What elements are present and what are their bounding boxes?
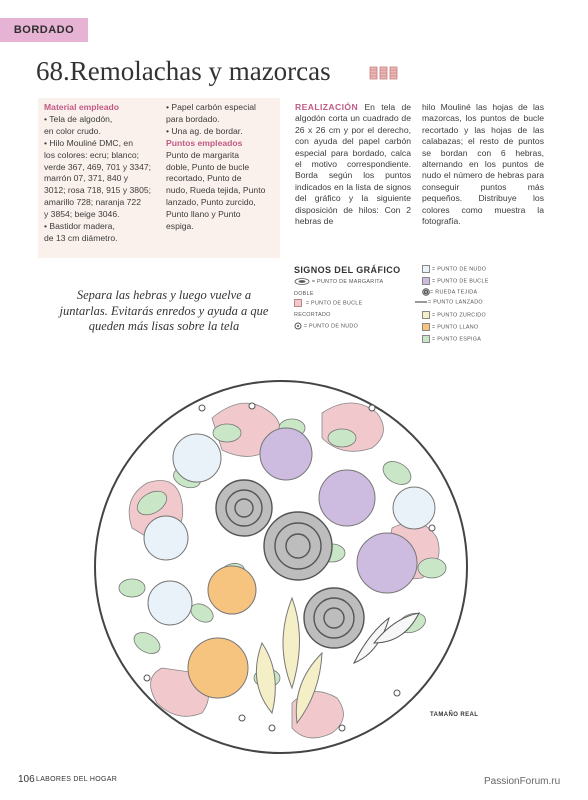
materials-line: de 13 cm diámetro. bbox=[44, 232, 118, 243]
legend-item-fishbone bbox=[422, 335, 481, 343]
legend-label: = PUNTO ZURCIDO bbox=[432, 312, 486, 319]
legend-item-satin bbox=[422, 323, 479, 331]
materials-column bbox=[44, 102, 162, 245]
legend-label: = PUNTO DE BUCLE bbox=[305, 300, 363, 307]
stitches-line: lanzado, Punto zurcido, bbox=[166, 197, 256, 208]
materials-line: 3012; rosa 718, 915 y 3805; bbox=[44, 185, 152, 196]
materials-line: amarillo 728; naranja 722 bbox=[44, 197, 141, 208]
materials-box bbox=[38, 98, 280, 258]
materials-line: y 3854; beige 3046. bbox=[44, 209, 120, 220]
legend-item-daisy bbox=[294, 278, 383, 285]
materials-line: • Hilo Mouliné DMC, en bbox=[44, 137, 133, 148]
cream-swatch-icon bbox=[422, 311, 430, 319]
legend-label: = PUNTO DE NUDO bbox=[432, 266, 487, 273]
legend-item-straight bbox=[414, 299, 483, 305]
real-size-label: TAMAÑO REAL bbox=[430, 712, 479, 718]
materials-line: verde 367, 469, 701 y 3347; bbox=[44, 161, 152, 172]
embroidery-pattern bbox=[92, 378, 470, 756]
legend-label: = RUEDA TEJIDA bbox=[430, 289, 478, 296]
stitches-line: espiga. bbox=[166, 221, 194, 232]
legend-title: SIGNOS DEL GRÁFICO bbox=[294, 265, 401, 275]
blue-swatch-icon bbox=[422, 265, 430, 273]
materials-line: • Bastidor madera, bbox=[44, 221, 115, 232]
pink-swatch-icon bbox=[294, 299, 302, 307]
materials-line: • Papel carbón especial bbox=[166, 102, 256, 112]
woven-wheel-icon bbox=[422, 288, 430, 296]
page-number: 106 bbox=[18, 774, 35, 785]
legend-label-cont: DOBLE bbox=[294, 291, 314, 297]
legend-label: = PUNTO ESPIGA bbox=[432, 336, 482, 343]
green-swatch-icon bbox=[422, 335, 430, 343]
legend-item-knot-blue bbox=[422, 265, 486, 273]
purple-swatch-icon bbox=[422, 277, 430, 285]
legend-item-wheel bbox=[422, 288, 477, 296]
daisy-stitch-icon bbox=[294, 278, 310, 285]
materials-line: • Tela de algodón, bbox=[44, 113, 113, 124]
stitches-line: Punto de margarita bbox=[166, 149, 240, 160]
section-tag: BORDADO bbox=[0, 18, 88, 42]
materials-line: para bordado. bbox=[166, 113, 220, 124]
stitches-line: nudo, Rueda tejida, Punto bbox=[166, 185, 266, 196]
legend-item-knot bbox=[294, 322, 358, 330]
legend-label: = PUNTO DE MARGARITA bbox=[311, 278, 384, 285]
instructions-column-2: hilo Mouliné las hojas de las mazorcas, los puntos de bucle recortado y las hojas de las calabazas; el resto de puntos se bordan con 6 hebras, alternando en los puntos de nudo el número de hebras para conseguir puntos más pequeños. Distribuye los colores como muestra la fotografía. bbox=[422, 102, 544, 227]
legend-item-loop bbox=[294, 299, 363, 307]
publication-name: LABORES DEL HOGAR bbox=[36, 776, 118, 783]
materials-line: en color crudo. bbox=[44, 125, 101, 136]
watermark: PassionForum.ru bbox=[484, 776, 561, 787]
knot-stitch-icon bbox=[294, 322, 302, 330]
legend-item-darning bbox=[422, 311, 486, 319]
materials-line: marrón 07, 371, 840 y bbox=[44, 173, 129, 184]
page-title: 68.Remolachas y mazorcas bbox=[36, 56, 331, 86]
tip-quote: Separa las hebras y luego vuelve a juntarlas. Evitarás enredos y ayuda a que queden más lisas sobre la tela bbox=[59, 288, 269, 333]
thread-spools-icon bbox=[369, 66, 399, 80]
stitches-line: recortado, Punto de bbox=[166, 173, 242, 184]
stitches-heading: Puntos empleados bbox=[166, 137, 243, 148]
stitches-column bbox=[166, 102, 278, 233]
stitches-line: Punto llano y Punto bbox=[166, 209, 241, 220]
materials-line: los colores: ecru; blanco; bbox=[44, 149, 140, 160]
legend-label: = PUNTO LANZADO bbox=[428, 299, 483, 306]
instructions-heading: REALIZACIÓN bbox=[295, 102, 359, 112]
legend-label: = PUNTO LLANO bbox=[432, 324, 479, 331]
stitches-line: doble, Punto de bucle bbox=[166, 161, 250, 172]
materials-line: • Una ag. de bordar. bbox=[166, 125, 243, 136]
instructions-text: En tela de algodón corta un cuadrado de 26 x 26 cm y por el derecho, con ayuda del papel carbón especial para bordado, calca el motivo correspondiente. Borda según los puntos indicados en la lista de signos del gráfico y la siguiente disposición de hilos: Con 2 hebras de bbox=[295, 102, 412, 227]
instructions-column-1 bbox=[295, 102, 411, 227]
straight-stitch-icon bbox=[414, 299, 428, 305]
orange-swatch-icon bbox=[422, 323, 430, 331]
legend-item-loop-purple bbox=[422, 277, 489, 285]
legend-label-cont: RECORTADO bbox=[294, 312, 331, 318]
materials-heading: Material empleado bbox=[44, 102, 119, 112]
legend-label: = PUNTO DE NUDO bbox=[303, 323, 359, 330]
legend-label: = PUNTO DE BUCLE bbox=[432, 278, 489, 285]
